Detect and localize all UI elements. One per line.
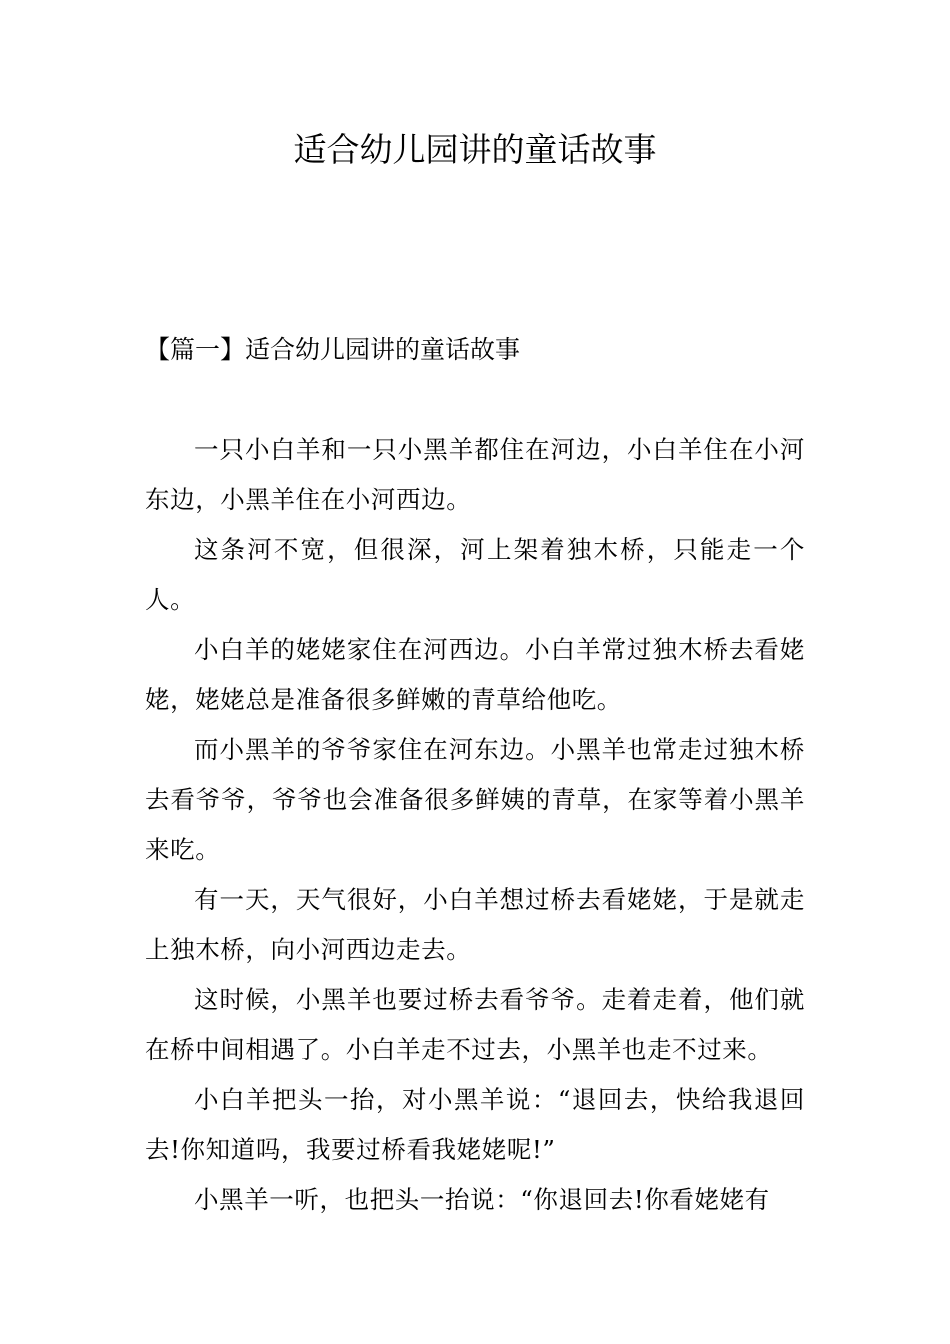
paragraph: 这条河不宽，但很深，河上架着独木桥，只能走一个人。 xyxy=(145,535,805,614)
paragraph: 小白羊的姥姥家住在河西边。小白羊常过独木桥去看姥姥，姥姥总是准备很多鲜嫩的青草给他吃。 xyxy=(145,635,805,714)
paragraph: 一只小白羊和一只小黑羊都住在河边，小白羊住在小河东边，小黑羊住在小河西边。 xyxy=(145,435,805,514)
paragraph: 小黑羊一听，也把头一抬说：“你退回去!你看姥姥有 xyxy=(194,1185,770,1214)
paragraph: 有一天，天气很好，小白羊想过桥去看姥姥，于是就走上独木桥，向小河西边走去。 xyxy=(145,885,805,964)
story-body xyxy=(145,425,805,1225)
section-heading: 【篇一】适合幼儿园讲的童话故事 xyxy=(145,335,521,364)
paragraph: 而小黑羊的爷爷家住在河东边。小黑羊也常走过独木桥去看爷爷，爷爷也会准备很多鲜姨的青草，在家等着小黑羊来吃。 xyxy=(145,735,805,864)
document-title: 适合幼儿园讲的童话故事 xyxy=(293,130,657,169)
paragraph: 这时候，小黑羊也要过桥去看爷爷。走着走着，他们就在桥中间相遇了。小白羊走不过去，小黑羊也走不过来。 xyxy=(145,985,805,1064)
paragraph: 小白羊把头一抬，对小黑羊说：“退回去，快给我退回去!你知道吗，我要过桥看我姥姥呢!” xyxy=(145,1085,805,1164)
